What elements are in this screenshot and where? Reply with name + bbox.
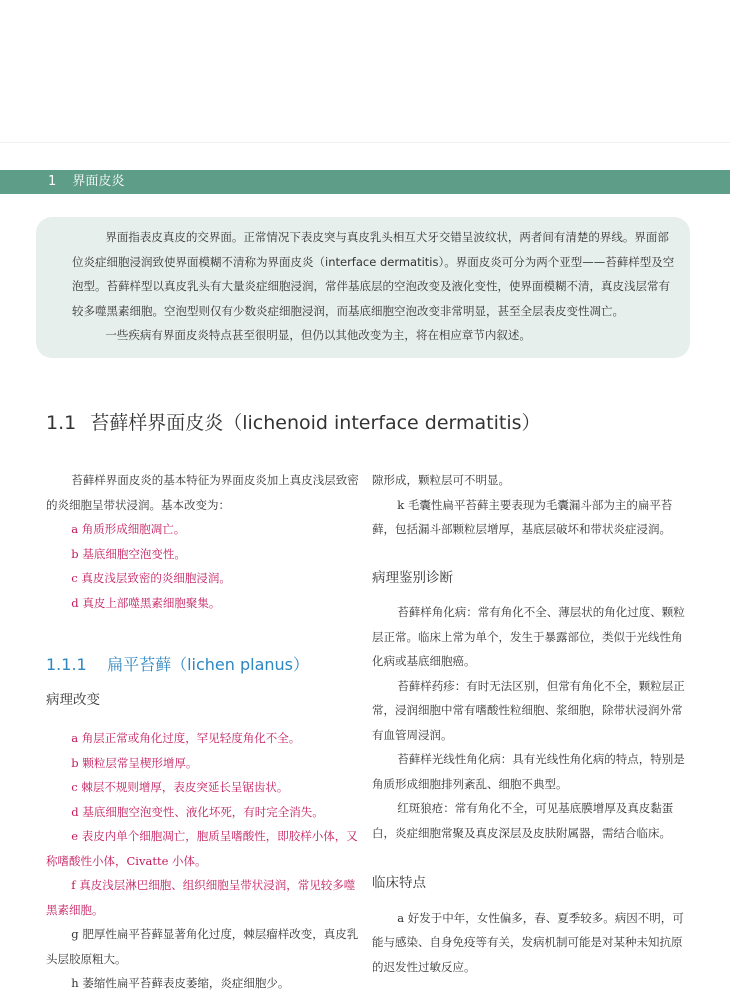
section-number: 1 — [48, 174, 57, 189]
clinical-heading: 临床特点 — [372, 875, 426, 891]
pathology-heading: 病理改变 — [46, 691, 100, 708]
lichen-planus-heading — [46, 653, 359, 678]
change-item: a 角层正常或角化过度，罕见轻度角化不全。 — [71, 731, 301, 745]
clinical-item: a 好发于中年，女性偏多，春、夏季较多。病因不明，可能与感染、自身免疫等有关，发病机制可能是对某种未知抗原的迟发性过敏反应。 — [372, 910, 684, 974]
change-item: b 颗粒层常呈楔形增厚。 — [71, 755, 198, 770]
continued-text: 隙形成，颗粒层可不明显。 — [372, 473, 510, 487]
differential-item: 红斑狼疮：常有角化不全，可见基底膜增厚及真皮黏蛋白，炎症细胞常聚及真皮深层及皮肤附属器，需结合临床。 — [372, 801, 674, 840]
change-item-g: g 肥厚性扁平苔藓显著角化过度，棘层瘤样改变，真皮乳头层胶原粗大。 — [46, 927, 359, 966]
change-item: c 棘层不规则增厚，表皮突延长呈锯齿状。 — [71, 780, 289, 794]
differential-item: 苔藓样角化病：常有角化不全、薄层状的角化过度、颗粒层正常。临床上常为单个，发生于暴露部位，类似于光线性角化病或基底细胞癌。 — [372, 605, 685, 668]
change-item: e 表皮内单个细胞凋亡，胞质呈嗜酸性，即胶样小体，又称嗜酸性小体，Civatte 小体。 — [46, 829, 358, 868]
intro-paragraph-1: 界面指表皮真皮的交界面。正常情况下表皮突与真皮乳头相互犬牙交错呈波纹状，两者间有清楚的界线。界面部位炎症细胞浸润致使界面模糊不清称为界面皮炎（interface dermatitis）。界面皮炎可分为两个亚型——苔藓样型及空泡型。苔藓样型以真皮乳头有大量炎症细胞浸润，常伴基底层的空泡改变及液化变性，使界面模糊不清，真皮浅层常有较多噬黑素细胞。空泡型则仅有少数炎症细胞浸润，而基底细胞空泡改变非常明显，甚至全层表皮变性凋亡。 — [72, 230, 675, 318]
top-margin — [0, 0, 730, 170]
change-item-k: k 毛囊性扁平苔藓主要表现为毛囊漏斗部为主的扁平苔藓，包括漏斗部颗粒层增厚，基底层破坏和带状炎症浸润。 — [372, 497, 673, 536]
change-item: d 基底细胞空泡变性、液化坏死，有时完全消失。 — [71, 804, 324, 819]
subsection-heading — [46, 408, 541, 435]
basic-features-paragraph: 苔藓样界面皮炎的基本特征为界面皮炎加上真皮浅层致密的炎细胞呈带状浸润。基本改变为： — [46, 473, 359, 512]
differential-item: 苔藓样光线性角化病：具有光线性角化病的特点，特别是角质形成细胞排列紊乱、细胞不典型。 — [372, 752, 685, 791]
subsection-number: 1.1 — [46, 412, 77, 434]
left-column — [46, 468, 359, 996]
change-item: f 真皮浅层淋巴细胞、组织细胞呈带状浸润，常见较多噬黑素细胞。 — [46, 878, 356, 917]
differential-heading: 病理鉴别诊断 — [372, 569, 453, 586]
section-banner — [0, 170, 730, 194]
basic-item: b 基底细胞空泡变性。 — [71, 546, 186, 561]
lp-heading-title: 扁平苔藓（lichen planus） — [107, 655, 309, 674]
change-item-h: h 萎缩性扁平苔藓表皮萎缩，炎症细胞少。 — [71, 976, 290, 990]
subsection-title: 苔藓样界面皮炎（lichenoid interface dermatitis） — [90, 412, 541, 434]
lp-heading-number: 1.1.1 — [46, 655, 87, 674]
right-column — [372, 468, 685, 979]
basic-item: a 角质形成细胞凋亡。 — [71, 522, 186, 536]
basic-item: c 真皮浅层致密的炎细胞浸润。 — [71, 571, 231, 585]
header-rule — [0, 142, 730, 143]
intro-box — [36, 217, 690, 358]
section-title: 界面皮炎 — [72, 174, 125, 189]
differential-item: 苔藓样药疹：有时无法区别，但常有角化不全，颗粒层正常，浸润细胞中常有嗜酸性粒细胞、浆细胞，除带状浸润外常有血管周浸润。 — [372, 678, 685, 742]
intro-paragraph-2: 一些疾病有界面皮炎特点甚至很明显，但仍以其他改变为主，将在相应章节内叙述。 — [105, 328, 531, 342]
basic-item: d 真皮上部噬黑素细胞聚集。 — [71, 595, 221, 610]
